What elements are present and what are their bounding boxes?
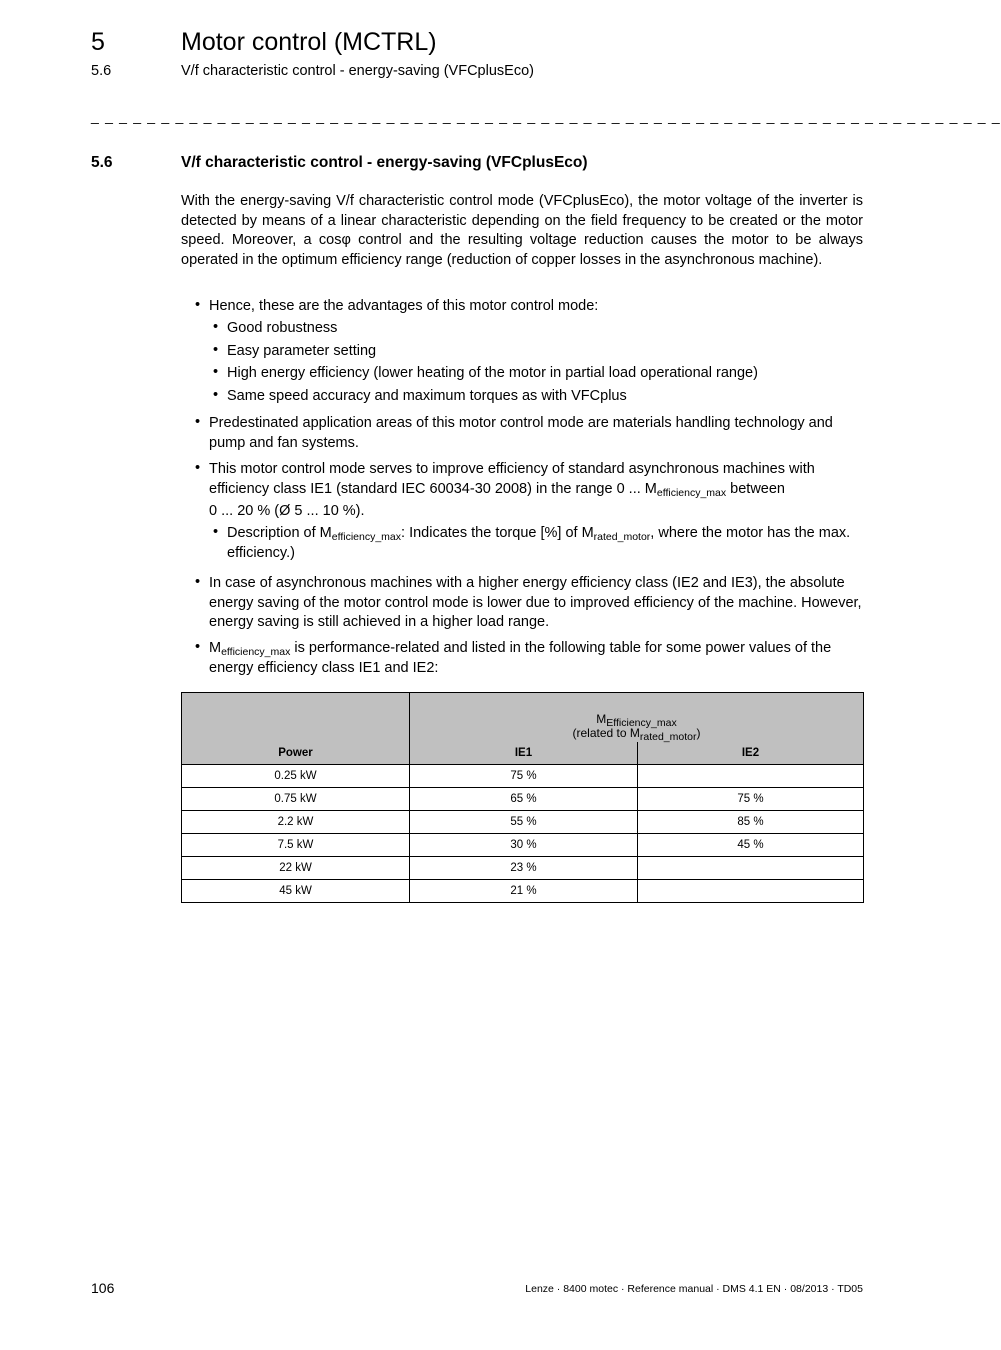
cell-ie2: [638, 765, 864, 788]
cell-power: 22 kW: [182, 857, 410, 880]
cell-ie2: [638, 880, 864, 903]
header-section-title: V/f characteristic control - energy-saving (VFCplusEco): [181, 63, 534, 79]
cell-ie2: 85 %: [638, 811, 864, 834]
column-header-power: Power: [182, 693, 410, 765]
cell-ie1: 75 %: [410, 765, 638, 788]
table-row: [182, 765, 864, 788]
advantage-item: Easy parameter setting: [227, 343, 377, 359]
sub-bullet-marker: •: [213, 319, 219, 335]
cell-ie1: 65 %: [410, 788, 638, 811]
advantage-item: High energy efficiency (lower heating of the motor in partial load operational range): [227, 365, 758, 381]
sub-bullet-marker: •: [213, 342, 219, 358]
bullet-marker: •: [195, 460, 201, 476]
cell-power: 2.2 kW: [182, 811, 410, 834]
table-row: [182, 834, 864, 857]
bullet-marker: •: [195, 639, 201, 655]
table-row: [182, 811, 864, 834]
sub-bullet-marker: •: [213, 524, 219, 540]
cell-ie2: [638, 857, 864, 880]
sub-bullet-marker: •: [213, 364, 219, 380]
table-row: [182, 857, 864, 880]
column-header-ie1: IE1: [410, 742, 638, 764]
cell-ie1: 21 %: [410, 880, 638, 903]
bullet-efficiency-range-cont: 0 ... 20 % (Ø 5 ... 10 %).: [209, 503, 365, 519]
chapter-title: Motor control (MCTRL): [181, 28, 437, 56]
document-info: Lenze · 8400 motec · Reference manual · DMS 4.1 EN · 08/2013 · TD05: [525, 1283, 863, 1295]
bullet-efficiency-range: This motor control mode serves to improve efficiency of standard asynchronous machines with efficiency class IE1 (standard IEC 60034-30 2008) in the range 0 ... $M_{efficiency\_max}$ between: [209, 461, 815, 499]
efficiency-table: [181, 692, 864, 903]
cell-ie2: 75 %: [638, 788, 864, 811]
table-row: [182, 788, 864, 811]
cell-power: 45 kW: [182, 880, 410, 903]
bullet-marker: •: [195, 297, 201, 313]
chapter-number: 5: [91, 28, 105, 56]
cell-ie1: 55 %: [410, 811, 638, 834]
bullet-higher-efficiency-class: In case of asynchronous machines with a higher energy efficiency class (IE2 and IE3), the absolute energy saving of the motor control mode is lower due to improved efficiency of the machine. However, energy saving is still achieved in a higher load range.: [209, 575, 862, 630]
cell-ie1: 23 %: [410, 857, 638, 880]
header-separator: _ _ _ _ _ _ _ _ _ _ _ _ _ _ _ _ _ _ _ _ _ _ _ _ _ _ _ _ _ _ _ _ _ _ _ _ _ _ _ _ _ _ _ _ _ _ _ _ _ _ _ _ _ _ _ _ _ _ _ _ _ _ _ _ _: [91, 108, 1001, 124]
bullet-table-intro: $M_{efficiency\_max}$ is performance-related and listed in the following table for some power values of the energy efficiency class IE1 and IE2:: [209, 640, 832, 676]
bullet-marker: •: [195, 414, 201, 430]
page-number: 106: [91, 1280, 115, 1296]
bullet-advantages-intro: Hence, these are the advantages of this motor control mode:: [209, 298, 599, 314]
sub-bullet-marker: •: [213, 387, 219, 403]
section-number: 5.6: [91, 154, 113, 171]
description-efficiency-max: Description of $M_{efficiency\_max}$: Indicates the torque [%] of $M_{rated\_motor}$, where the motor has the max. efficiency.): [227, 525, 851, 561]
table-row: [182, 880, 864, 903]
cell-power: 0.25 kW: [182, 765, 410, 788]
column-header-efficiency: $M_{Efficiency\_max}$ (related to $M_{rated\_motor}$): [410, 693, 864, 743]
advantage-item: Same speed accuracy and maximum torques as with VFCplus: [227, 388, 627, 404]
cell-power: 0.75 kW: [182, 788, 410, 811]
column-header-ie2: IE2: [638, 742, 864, 764]
header-section-number: 5.6: [91, 63, 112, 79]
section-title: V/f characteristic control - energy-saving (VFCplusEco): [181, 154, 588, 171]
bullet-marker: •: [195, 574, 201, 590]
cell-power: 7.5 kW: [182, 834, 410, 857]
bullet-application-areas: Predestinated application areas of this motor control mode are materials handling technology and pump and fan systems.: [209, 415, 833, 451]
advantage-item: Good robustness: [227, 320, 338, 336]
intro-paragraph: With the energy-saving V/f characteristic control mode (VFCplusEco), the motor voltage of the inverter is detected by means of a linear characteristic depending on the field frequency to be created or the motor speed. Moreover, a cosφ control and the resulting voltage reduction causes the motor to be always operated in the optimum efficiency range (reduction of copper losses in the asynchronous machine).: [181, 193, 863, 268]
cell-ie1: 30 %: [410, 834, 638, 857]
cell-ie2: 45 %: [638, 834, 864, 857]
